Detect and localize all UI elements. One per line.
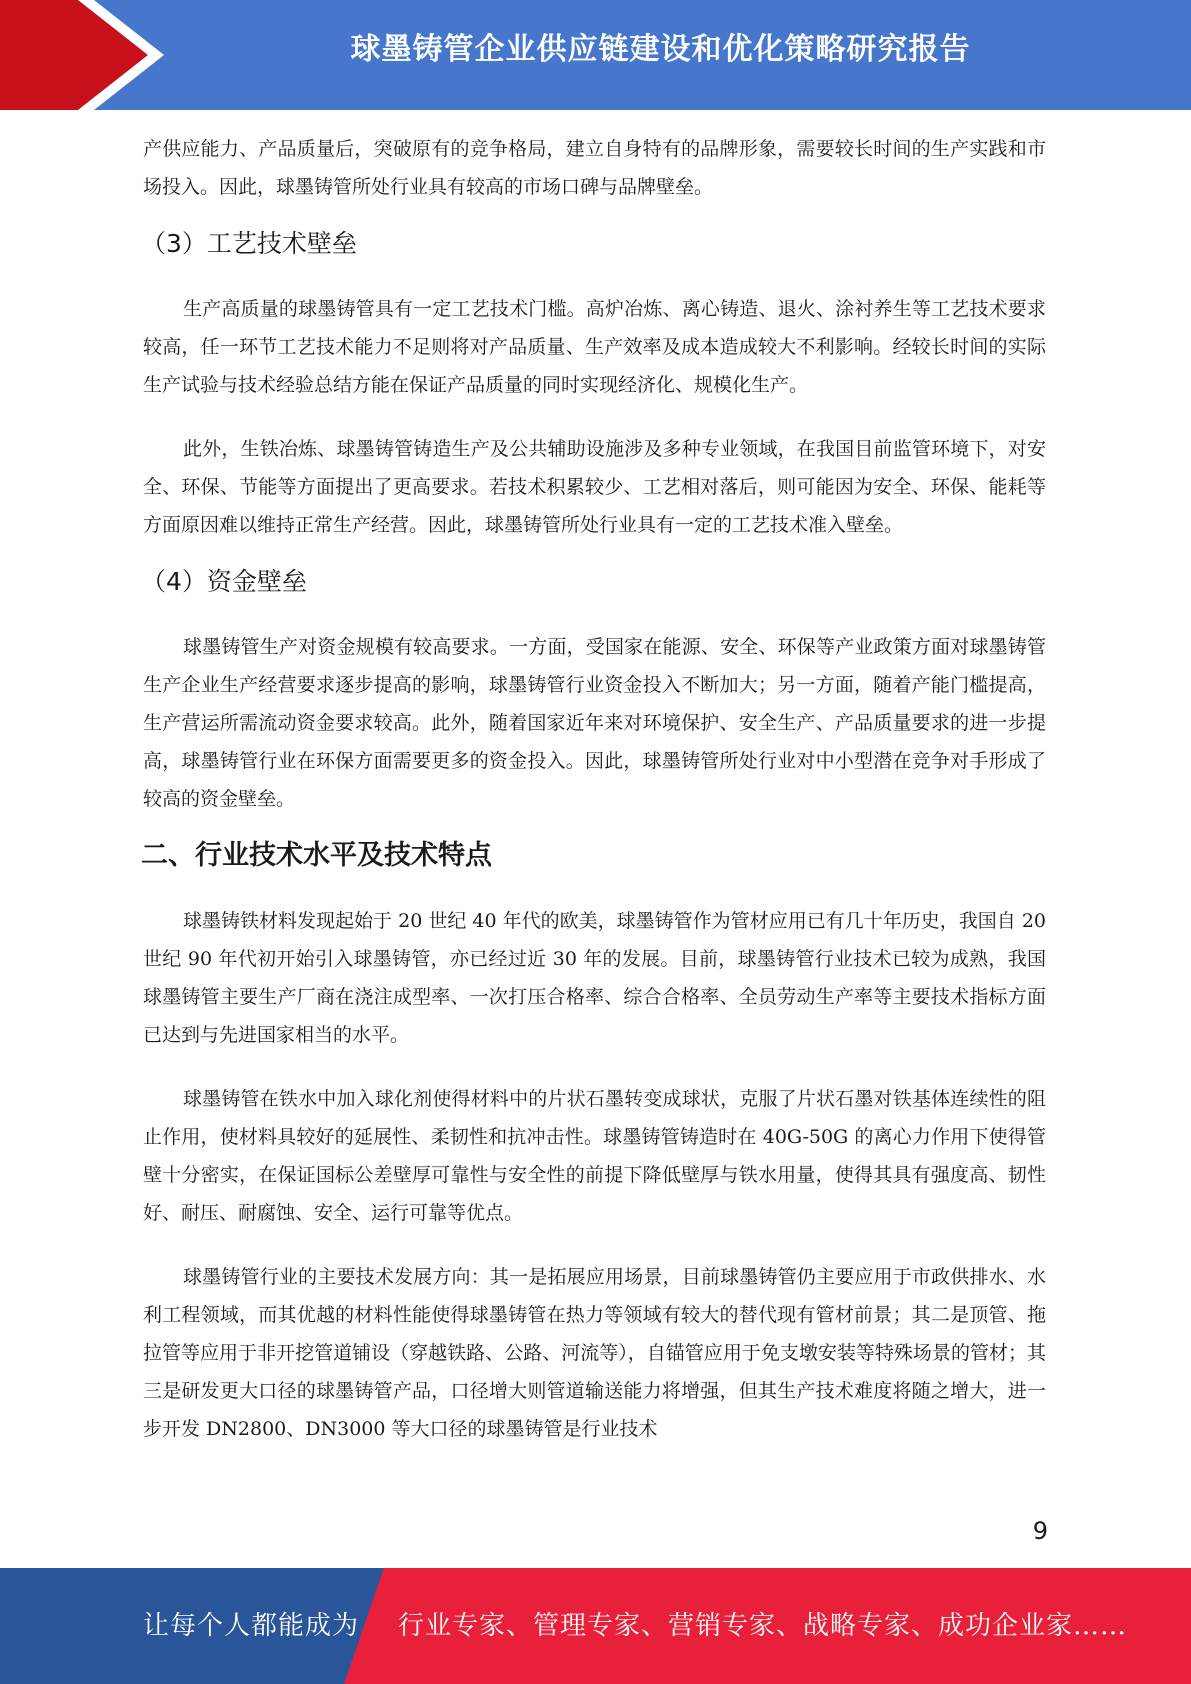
heading-capital-barrier: （4）资金壁垒 <box>141 567 307 596</box>
footer-slogan-left: 让每个人都能成为 <box>143 1611 360 1641</box>
document-body <box>143 130 1046 1448</box>
paragraph-brand-barrier-continued: 产供应能力、产品质量后，突破原有的竞争格局，建立自身特有的品牌形象，需要较长时间的生产实践和市场投入。因此，球墨铸管所处行业具有较高的市场口碑与品牌壁垒。 <box>143 138 1046 198</box>
paragraph-development-directions: 球墨铸管行业的主要技术发展方向：其一是拓展应用场景，目前球墨铸管仍主要应用于市政供排水、水利工程领域，而其优越的材料性能使得球墨铸管在热力等领域有较大的替代现有管材前景；其二是顶管、拖拉管等应用于非开挖管道铺设（穿越铁路、公路、河流等），自锚管应用于免支墩安装等特殊场景的管材；其三是研发更大口径的球墨铸管产品，口径增大则管道输送能力将增强，但其生产技术难度将随之增大，进一步开发 DN2800、DN3000 等大口径的球墨铸管是行业技术 <box>143 1266 1046 1440</box>
page-number: 9 <box>1032 1517 1048 1545</box>
header-title: 球墨铸管企业供应链建设和优化策略研究报告 <box>350 32 971 67</box>
paragraph-regulatory-requirements: 此外，生铁冶炼、球墨铸管铸造生产及公共辅助设施涉及多种专业领域，在我国目前监管环境下，对安全、环保、节能等方面提出了更高要求。若技术积累较少、工艺相对落后，则可能因为安全、环保、能耗等方面原因难以维持正常生产经营。因此，球墨铸管所处行业具有一定的工艺技术准入壁垒。 <box>143 438 1046 536</box>
page-footer <box>0 1568 1191 1684</box>
paragraph-technology-history: 球墨铸铁材料发现起始于 20 世纪 40 年代的欧美，球墨铸管作为管材应用已有几十年历史，我国自 20 世纪 90 年代初开始引入球墨铸管，亦已经过近 30 年的发展。目前，球墨铸管行业技术已较为成熟，我国球墨铸管主要生产厂商在浇注成型率、一次打压合格率、综合合格率、全员劳动生产率等主要技术指标方面已达到与先进国家相当的水平。 <box>143 910 1046 1046</box>
paragraph-technology-threshold: 生产高质量的球墨铸管具有一定工艺技术门槛。高炉冶炼、离心铸造、退火、涂衬养生等工艺技术要求较高，任一环节工艺技术能力不足则将对产品质量、生产效率及成本造成较大不利影响。经较长时间的实际生产试验与技术经验总结方能在保证产品质量的同时实现经济化、规模化生产。 <box>143 298 1046 396</box>
heading-section-technology-level: 二、行业技术水平及技术特点 <box>141 840 492 871</box>
paragraph-material-properties: 球墨铸管在铁水中加入球化剂使得材料中的片状石墨转变成球状，克服了片状石墨对铁基体连续性的阻止作用，使材料具较好的延展性、柔韧性和抗冲击性。球墨铸管铸造时在 40G-50G 的离心力作用下使得管壁十分密实，在保证国标公差壁厚可靠性与安全性的前提下降低壁厚与铁水用量，使得其具有强度高、韧性好、耐压、耐腐蚀、安全、运行可靠等优点。 <box>143 1088 1046 1224</box>
heading-technology-barrier: （3）工艺技术壁垒 <box>141 229 357 258</box>
footer-slogan-right: 行业专家、管理专家、营销专家、战略专家、成功企业家…… <box>398 1611 1128 1641</box>
paragraph-capital-requirements: 球墨铸管生产对资金规模有较高要求。一方面，受国家在能源、安全、环保等产业政策方面对球墨铸管生产企业生产经营要求逐步提高的影响，球墨铸管行业资金投入不断加大；另一方面，随着产能门槛提高，生产营运所需流动资金要求较高。此外，随着国家近年来对环境保护、安全生产、产品质量要求的进一步提高，球墨铸管行业在环保方面需要更多的资金投入。因此，球墨铸管所处行业对中小型潜在竞争对手形成了较高的资金壁垒。 <box>143 636 1046 810</box>
page-header <box>0 0 1191 110</box>
